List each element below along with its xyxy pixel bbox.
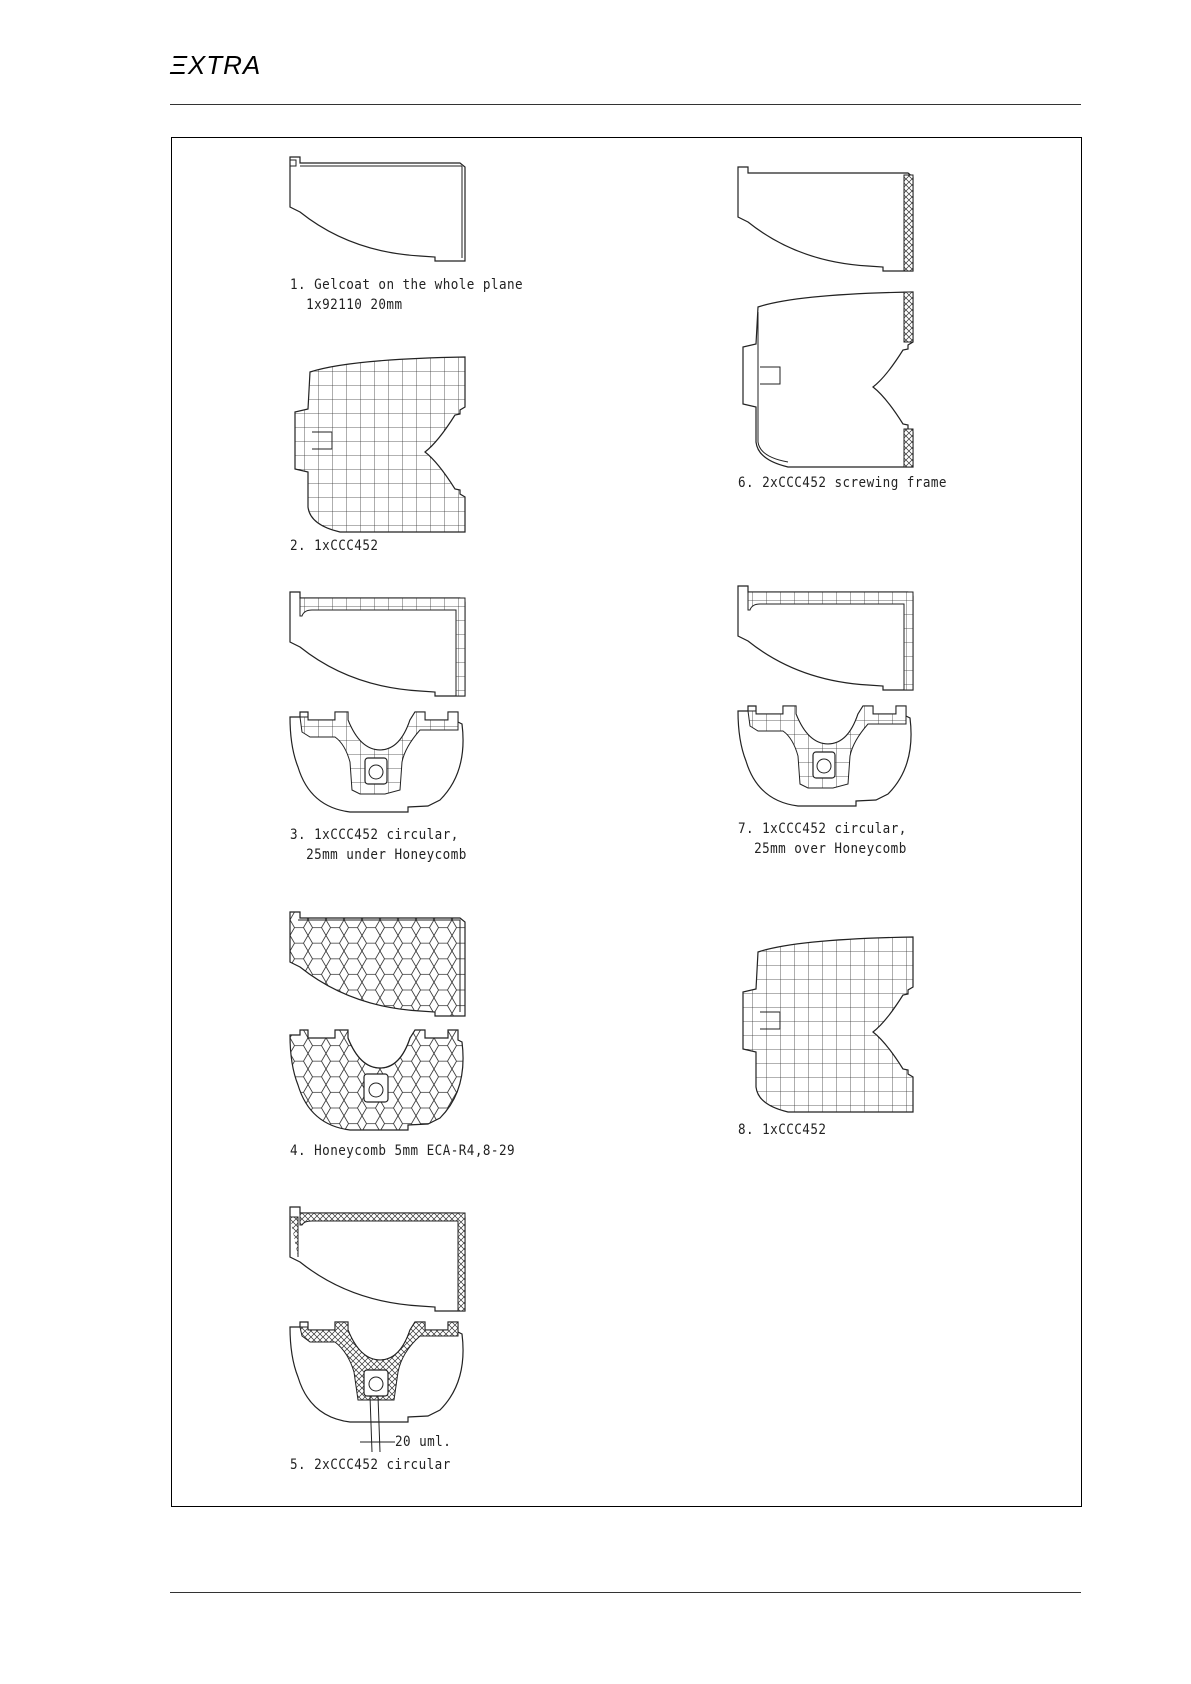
diagram-step-5: [290, 1207, 465, 1311]
diagram-step-3: [290, 592, 465, 696]
diagram-step-4-bottom: [290, 1030, 463, 1130]
diagram-step-6-plan: [743, 292, 913, 467]
caption-step-8: 8. 1xCCC452: [738, 1122, 827, 1138]
diagram-step-3-bottom: [290, 712, 463, 812]
diagram-step-7-bottom: [738, 706, 911, 806]
caption-step-5: 5. 2xCCC452 circular: [290, 1457, 451, 1473]
overlap-annotation: 20 uml.: [395, 1434, 452, 1450]
caption-step-7: 7. 1xCCC452 circular, 25mm over Honeycomb: [738, 821, 907, 857]
diagram-step-7: [738, 586, 913, 690]
caption-step-4: 4. Honeycomb 5mm ECA-R4,8-29: [290, 1143, 516, 1159]
caption-step-1: 1. Gelcoat on the whole plane 1x92110 20mm: [290, 277, 524, 313]
diagram-step-4: [290, 912, 465, 1016]
diagram-step-2: [295, 357, 465, 532]
brand-logo: ΞXTRA: [170, 50, 262, 80]
caption-step-2: 2. 1xCCC452: [290, 538, 379, 554]
diagram-step-8: [743, 937, 913, 1112]
caption-step-6: 6. 2xCCC452 screwing frame: [738, 475, 947, 491]
diagram-step-6: [738, 167, 913, 271]
caption-step-3: 3. 1xCCC452 circular, 25mm under Honeycomb: [290, 827, 467, 863]
footer-rule: [170, 1592, 1081, 1593]
diagram-step-1: [290, 157, 465, 261]
